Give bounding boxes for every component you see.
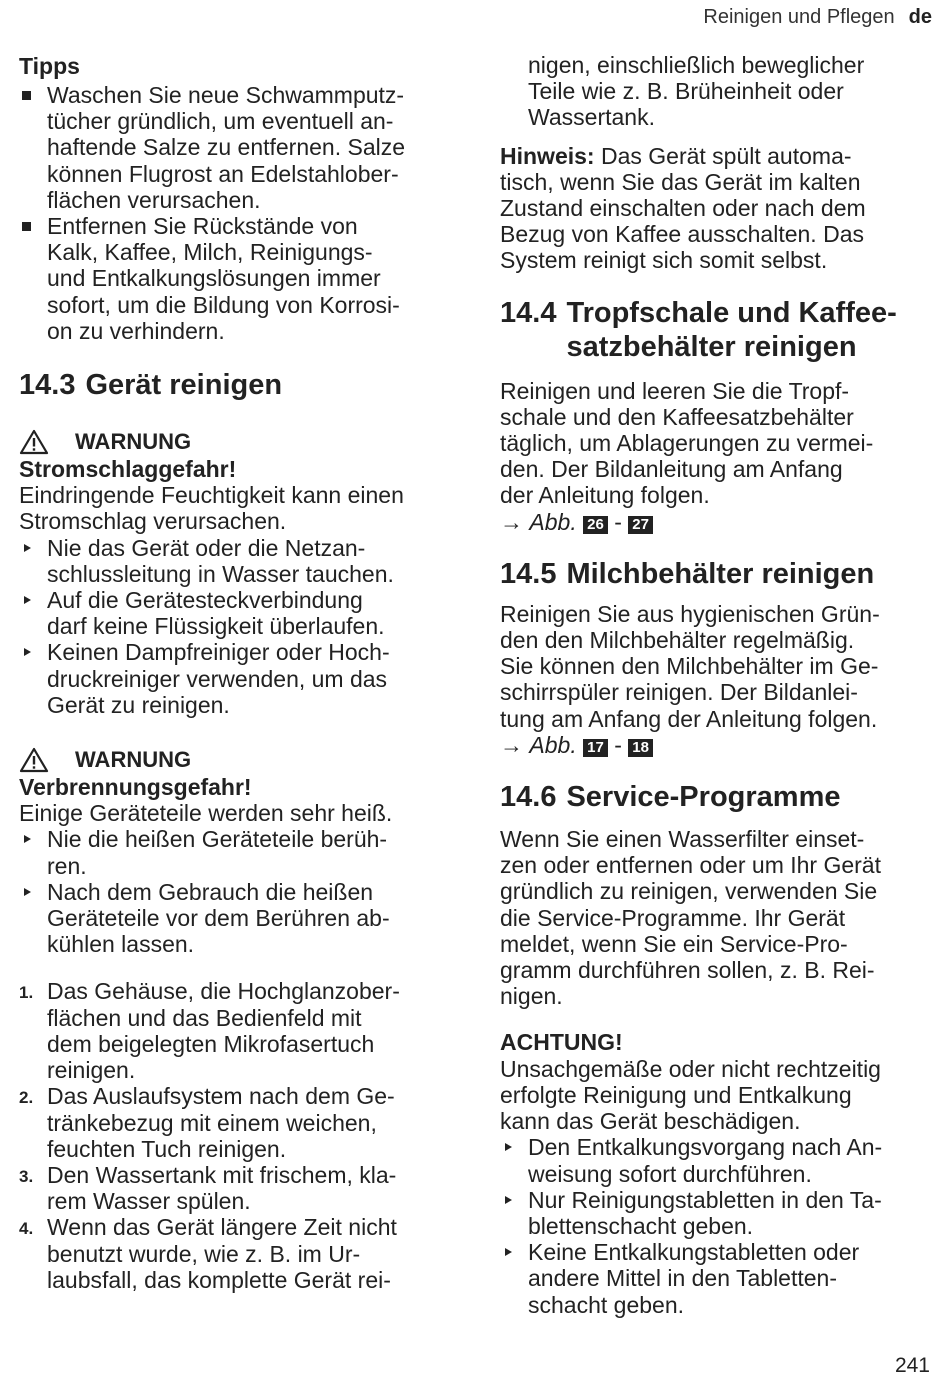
paragraph-14-5: Reinigen Sie aus hygienischen Grün- den den Milchbehälter regelmäßig. Sie können den Milchbehälter im Ge- schirrspüler reinigen. Der Bildanlei- tung am Anfang der Anleitung folgen. (500, 600, 880, 732)
warning-header (19, 428, 459, 456)
header-lang: de (908, 6, 932, 28)
warning-list (19, 826, 459, 957)
warning-text: Eindringende Feuchtigkeit kann einen Stromschlag verursachen. (19, 482, 404, 535)
tipps-list (19, 82, 459, 344)
step4-continuation: nigen, einschließlich beweglicher Teile wie z. B. Brüheinheit oder Wassertank. (528, 52, 865, 131)
warning-header (19, 746, 459, 774)
figure-reference: → Abb. 26 - 27 (500, 509, 932, 535)
warning-triangle-icon (19, 747, 49, 773)
header-section: Reinigen und Pflegen (703, 6, 895, 28)
list-item: Nach dem Gebrauch die heißen Geräteteile vor dem Berühren ab- kühlen lassen. (19, 879, 459, 958)
warning-list (19, 535, 459, 718)
left-column (19, 52, 459, 1293)
step-item: 4. Wenn das Gerät längere Zeit nicht benutzt wurde, wie z. B. im Ur- laubsfall, das komplette Gerät rei- (19, 1214, 397, 1293)
achtung-title: ACHTUNG! (500, 1029, 623, 1056)
list-item: Keine Entkalkungstabletten oder andere Mittel in den Tabletten- schacht geben. (500, 1239, 932, 1318)
paragraph-14-4: Reinigen und leeren Sie die Tropf- schale und den Kaffeesatzbehälter täglich, um Ablagerungen zu vermei- den. Der Bildanleitung am Anfang der Anleitung folgen. (500, 377, 874, 509)
warning-title: Verbrennungsgefahr! (19, 774, 252, 801)
list-item: Waschen Sie neue Schwammputz- tücher gründlich, um eventuell an- haftende Salze zu entfernen. Salze können Flugrost an Edelstahlober- flächen verursachen. (19, 82, 459, 213)
figure-badge: 27 (628, 516, 653, 534)
heading-14-3: 14.3 Gerät reinigen (19, 369, 283, 402)
hinweis-label: Hinweis: (500, 142, 595, 169)
list-item: Nie die heißen Geräteteile berüh- ren. (19, 826, 459, 878)
page-number: 241 (894, 1354, 930, 1377)
arrow-right-icon: → (500, 508, 523, 535)
warning-text: Einige Geräteteile werden sehr heiß. (19, 800, 393, 827)
list-item: Keinen Dampfreiniger oder Hoch- druckreiniger verwenden, um das Gerät zu reinigen. (19, 639, 459, 718)
hinweis-note: Hinweis: Das Gerät spült automa- tisch, wenn Sie das Gerät im kalten Zustand einschalten oder nach dem Bezug von Kaffee ausschalten. Das System reinigt sich somit selbst. (500, 142, 866, 274)
figure-badge: 17 (583, 739, 608, 757)
figure-badge: 26 (583, 516, 608, 534)
heading-14-4: 14.4 Tropfschale und Kaffee- satzbehälter reinigen (500, 296, 897, 363)
list-item: Nie das Gerät oder die Netzan- schlussleitung in Wasser tauchen. (19, 535, 459, 587)
list-item: Auf die Gerätesteckverbindung darf keine Flüssigkeit überlaufen. (19, 587, 459, 639)
list-item: Nur Reinigungstabletten in den Ta- blettenschacht geben. (500, 1187, 932, 1239)
step-item: 3. Den Wassertank mit frischem, kla- rem Wasser spülen. (19, 1161, 397, 1215)
figure-reference: → Abb. 17 - 18 (500, 732, 932, 758)
warning-box-burn (19, 746, 459, 957)
achtung-text: Unsachgemäße oder nicht rechtzeitig erfolgte Reinigung und Entkalkung kann das Gerät beschädigen. (500, 1055, 881, 1135)
paragraph-14-6: Wenn Sie einen Wasserfilter einset- zen oder entfernen oder um Ihr Gerät gründlich zu reinigen, verwenden Sie die Service-Programme. Ihr Gerät meldet, wenn Sie ein Service-Pro- gramm durchführen sollen, z. B. Rei- nigen. (500, 826, 881, 1010)
warning-box-electric (19, 428, 459, 718)
achtung-list (500, 1134, 932, 1317)
tipps-title: Tipps (19, 53, 80, 79)
arrow-right-icon: → (500, 731, 523, 758)
warning-title: Stromschlaggefahr! (19, 456, 237, 483)
heading-14-5: 14.5 Milchbehälter reinigen (500, 557, 875, 590)
list-item: Den Entkalkungsvorgang nach An- weisung sofort durchführen. (500, 1134, 932, 1186)
right-column (500, 52, 932, 1318)
warning-triangle-icon (19, 429, 49, 455)
warning-label: WARNUNG (75, 747, 192, 773)
figure-badge: 18 (628, 739, 653, 757)
list-item: Entfernen Sie Rückstände von Kalk, Kaffee, Milch, Reinigungs- und Entkalkungslösungen immer sofort, um die Bildung von Korrosi- on zu verhindern. (19, 213, 459, 344)
warning-label: WARNUNG (75, 429, 192, 455)
step-item: 2. Das Auslaufsystem nach dem Ge- tränkebezug mit einem weichen, feuchten Tuch reinigen. (19, 1083, 395, 1162)
heading-14-6: 14.6 Service-Programme (500, 781, 841, 814)
cleaning-steps (19, 978, 459, 1292)
step-item: 1. Das Gehäuse, die Hochglanzober- flächen und das Bedienfeld mit dem beigelegten Mikrofasertuch reinigen. (19, 978, 400, 1084)
running-header (703, 6, 932, 29)
